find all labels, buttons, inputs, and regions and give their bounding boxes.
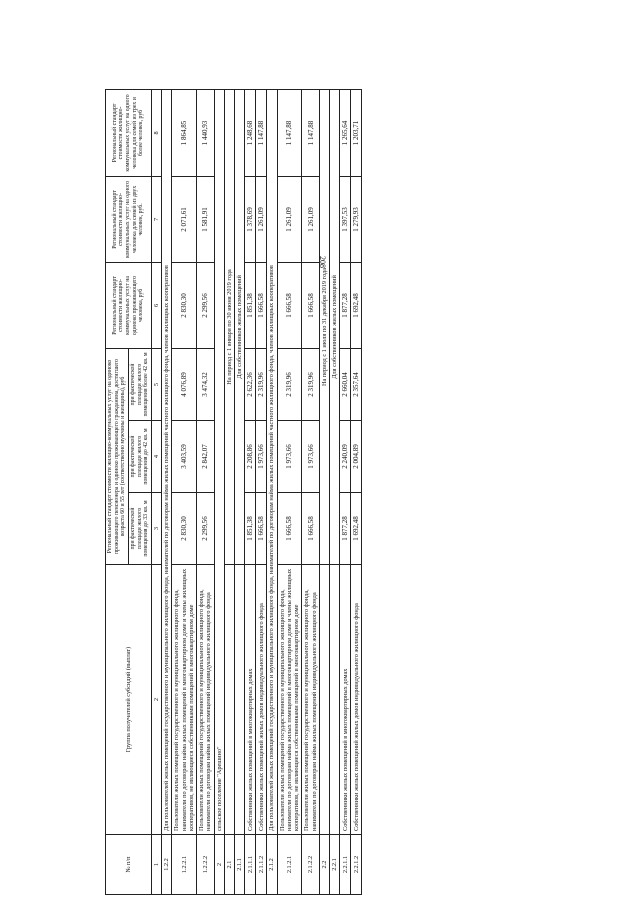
value-cell: 2 299,56 — [197, 262, 214, 348]
row-number: 2.2.1.2 — [351, 835, 362, 895]
value-cell: 1 851,38 — [245, 493, 256, 565]
value-cell: 1 581,91 — [197, 176, 214, 262]
value-cell: 2 299,56 — [197, 493, 214, 565]
index-cell: 6 — [151, 262, 161, 348]
empty-cell — [224, 565, 234, 835]
row-number: 2.1.1.1 — [245, 835, 256, 895]
value-cell: 1 973,66 — [256, 421, 267, 493]
row-group-name: Пользователи жилых помещений государственного и муниципального жилищного фонда, наниматели по договорам найма жилых помещений индивидуального жилищного фонда — [197, 565, 214, 835]
table-row — [197, 89, 214, 894]
table-row — [245, 89, 256, 894]
value-cell: 1 147,88 — [277, 89, 302, 176]
index-cell: 1 — [151, 835, 161, 895]
row-number: 2.2 — [319, 835, 329, 895]
row-number: 2 — [214, 835, 224, 895]
table-row — [172, 89, 197, 894]
empty-cell — [319, 565, 329, 835]
value-cell: 1 248,68 — [245, 89, 256, 176]
table-row — [235, 89, 245, 894]
row-number: 2.1 — [224, 835, 234, 895]
row-number: 1.2.2.1 — [172, 835, 197, 895]
value-cell: 1 851,38 — [245, 262, 256, 348]
row-group-name: Пользователи жилых помещений государственного и муниципального жилищного фонда, наниматели по договорам найма жилых помещений в многоквартирном доме и члены жилищных кооперативов, не являющиеся собственниками помещений в многоквартирном доме — [277, 565, 302, 835]
header-sub-b: при фактической площади жилого помещения до 42 кв. м — [128, 421, 151, 493]
value-cell: 1 261,09 — [256, 176, 267, 262]
value-cell: 3 474,32 — [197, 348, 214, 420]
table-row — [267, 89, 277, 894]
group-heading: Для пользователей жилых помещений государственного и муниципального жилищного фонда, нанимателей по договорам найма жилых помещений частного жилищного фонда, членов жилищных кооперативов — [162, 89, 172, 834]
period-heading: На период с 1 июля по 31 декабря 2019 года — [319, 89, 329, 564]
row-number: 2.2.1.1 — [340, 835, 351, 895]
value-cell: 2 660,04 — [340, 348, 351, 420]
index-cell: 8 — [151, 89, 161, 176]
regional-standard-table — [105, 89, 362, 895]
empty-cell — [330, 565, 340, 835]
header-col-8: Региональный стандарт стоимости жилищно-коммунальных услуг на одного человека для семей из трех и более человек, руб — [106, 89, 152, 176]
value-cell: 1 666,58 — [256, 262, 267, 348]
value-cell: 1 261,09 — [277, 176, 302, 262]
value-cell: 1 666,58 — [277, 493, 302, 565]
band-heading: Для собственников жилых помещений — [330, 89, 340, 564]
value-cell: 1 973,66 — [277, 421, 302, 493]
header-sub-c: при фактической площади жилого помещения более 42 кв. м — [128, 348, 151, 420]
header-row-main — [106, 89, 129, 894]
value-cell: 1 397,53 — [340, 176, 351, 262]
table-row — [214, 89, 224, 894]
index-cell: 3 — [151, 493, 161, 565]
table-row — [224, 89, 234, 894]
index-cell: 4 — [151, 421, 161, 493]
value-cell: 2 319,96 — [277, 348, 302, 420]
value-cell: 1 147,88 — [302, 89, 319, 176]
value-cell: 1 666,58 — [302, 262, 319, 348]
value-cell: 2 830,30 — [172, 262, 197, 348]
rotated-table-container — [105, 90, 515, 895]
value-cell: 1 692,48 — [351, 262, 362, 348]
section-heading: сельское поселение "Арешино" — [214, 89, 224, 834]
value-cell: 1 666,58 — [302, 493, 319, 565]
table-row — [330, 89, 340, 894]
group-heading: Для пользователей жилых помещений государственного и муниципального жилищного фонда, нанимателей по договорам найма жилых помещений частного жилищного фонда, членов жилищных кооперативов — [267, 89, 277, 834]
table-row — [277, 89, 302, 894]
value-cell: 1 440,93 — [197, 89, 214, 176]
value-cell: 1 692,48 — [351, 493, 362, 565]
empty-cell — [235, 565, 245, 835]
index-cell: 2 — [151, 565, 161, 835]
row-number: 2.1.2 — [267, 835, 277, 895]
row-number: 2.2.1 — [330, 835, 340, 895]
table-row — [340, 89, 351, 894]
row-group-name: Собственники жилых помещений жилых домов индивидуального жилищного фонда — [351, 565, 362, 835]
header-group: Группа получателей субсидий (выплат) — [106, 565, 152, 835]
table-row — [302, 89, 319, 894]
row-number: 2.1.1.2 — [256, 835, 267, 895]
value-cell: 1 265,64 — [340, 89, 351, 176]
index-cell: 5 — [151, 348, 161, 420]
value-cell: 3 403,59 — [172, 421, 197, 493]
row-group-name: Собственники жилых помещений в многоквартирных домах — [245, 565, 256, 835]
value-cell: 1 864,85 — [172, 89, 197, 176]
value-cell: 4 076,89 — [172, 348, 197, 420]
row-group-name: Собственники жилых помещений жилых домов индивидуального жилищного фонда — [256, 565, 267, 835]
value-cell: 1 279,93 — [351, 176, 362, 262]
header-sub-a: при фактической площади жилого помещения до 33 кв. м — [128, 493, 151, 565]
period-heading: На период с 1 января по 30 июня 2019 года — [224, 89, 234, 564]
header-col-6: Региональный стандарт стоимости жилищно-коммунальных услуг на одиноко проживающего человека, руб — [106, 262, 152, 348]
band-heading: Для собственников жилых помещений — [235, 89, 245, 564]
value-cell: 2 071,61 — [172, 176, 197, 262]
row-number: 1.2.2.2 — [197, 835, 214, 895]
value-cell: 1 877,28 — [340, 262, 351, 348]
header-index-row — [151, 89, 161, 894]
value-cell: 2 830,30 — [172, 493, 197, 565]
value-cell: 1 261,09 — [302, 176, 319, 262]
index-cell: 7 — [151, 176, 161, 262]
value-cell: 2 357,64 — [351, 348, 362, 420]
value-cell: 1 378,69 — [245, 176, 256, 262]
header-num: № п/п — [106, 835, 152, 895]
table-row — [351, 89, 362, 894]
table-row — [162, 89, 172, 894]
value-cell: 2 319,96 — [256, 348, 267, 420]
row-number: 2.1.2.1 — [277, 835, 302, 895]
row-group-name: Пользователи жилых помещений государственного и муниципального жилищного фонда, наниматели по договорам найма жилых помещений в многоквартирном доме и члены жилищных кооперативов, не являющиеся собственниками помещений в многоквартирном доме — [172, 565, 197, 835]
value-cell: 2 208,86 — [245, 421, 256, 493]
value-cell: 1 973,66 — [302, 421, 319, 493]
value-cell: 2 319,96 — [302, 348, 319, 420]
value-cell: 1 666,58 — [256, 493, 267, 565]
table-row — [319, 89, 329, 894]
header-regional-span: Региональный стандарт стоимости жилищно-коммунальных услуг на одиноко проживающего пенсионера и одиноко проживающего гражданина, достигшего возраста 60 и 55 лет (соответственно мужчины и женщины), руб — [106, 348, 129, 564]
row-group-name: Пользователи жилых помещений государственного и муниципального жилищного фонда, наниматели по договорам найма жилых помещений индивидуального жилищного фонда — [302, 565, 319, 835]
value-cell: 1 147,88 — [256, 89, 267, 176]
value-cell: 2 622,36 — [245, 348, 256, 420]
header-col-7: Региональный стандарт стоимости жилищно-коммунальных услуг на одного человека для семей из двух человек, руб. — [106, 176, 152, 262]
value-cell: 1 877,28 — [340, 493, 351, 565]
value-cell: 2 240,09 — [340, 421, 351, 493]
page-number: 208 — [318, 256, 327, 268]
table-row — [256, 89, 267, 894]
value-cell: 1 203,71 — [351, 89, 362, 176]
row-number: 2.1.2.2 — [302, 835, 319, 895]
row-number: 2.1.1 — [235, 835, 245, 895]
value-cell: 2 842,07 — [197, 421, 214, 493]
value-cell: 2 004,89 — [351, 421, 362, 493]
table-body — [162, 89, 362, 894]
row-group-name: Собственники жилых помещений в многоквартирных домах — [340, 565, 351, 835]
value-cell: 1 666,58 — [277, 262, 302, 348]
row-number: 1.2.2 — [162, 835, 172, 895]
